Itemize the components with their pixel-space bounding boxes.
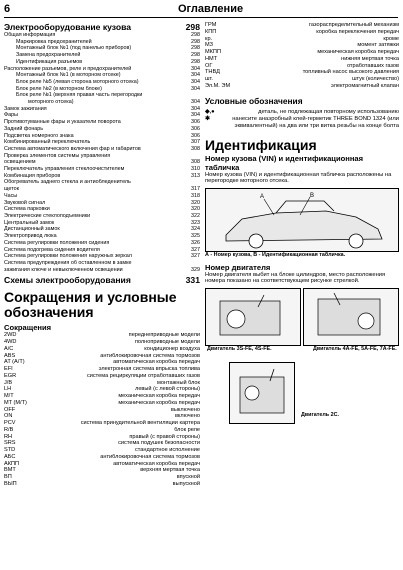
abbreviation-row	[4, 332, 200, 339]
abbreviation-meaning: правый (с правой стороны)	[129, 433, 200, 440]
abbreviation-key: КПП	[205, 28, 217, 35]
abbreviation-row	[4, 454, 200, 461]
legend-heading: Условные обозначения	[205, 95, 303, 106]
abbreviation-key: 4WD	[4, 339, 17, 346]
toc-entry	[4, 253, 200, 260]
toc-entry	[4, 72, 200, 79]
toc-entry-title: Система предупреждения об оставленном в замке	[4, 259, 132, 266]
toc-entry-page: 306	[191, 125, 200, 132]
abbreviation-key: 2WD	[4, 332, 17, 339]
toc-entry	[4, 233, 200, 240]
toc-entry-page: 298	[191, 58, 200, 65]
abbreviation-key: PCV	[4, 420, 16, 427]
abbreviation-meaning: антиблокировочная система тормозов	[100, 352, 200, 359]
toc-entry-title: Блок реле №5 (левая сторона моторного отсека)	[16, 78, 139, 85]
abbreviations-subheading: Сокращения	[4, 323, 52, 333]
toc-entry-page: 308	[191, 159, 200, 166]
toc-entry-title: Монтажный блок №1 (под панелью приборов)	[16, 45, 132, 52]
abbreviation-row	[4, 461, 200, 468]
toc-entry	[4, 119, 200, 126]
toc-entry-title: Обогреватель заднего стекла и антиобледенитель	[4, 179, 131, 186]
toc-entry-title: Система парковки	[4, 206, 50, 213]
toc-entry-page: 327	[191, 246, 200, 253]
toc-entry-page: 298	[191, 32, 200, 38]
abbreviation-row	[205, 49, 399, 56]
toc-entry-page: 324	[191, 226, 200, 233]
toc-entry	[4, 173, 200, 180]
abbreviation-key: НМТ	[205, 55, 218, 62]
abbreviation-meaning: блок реле	[174, 426, 200, 433]
toc-entry-page	[198, 153, 200, 160]
abbreviations-heading: Сокращения и условные обозначения	[4, 289, 177, 321]
toc-entry-page: 304	[191, 85, 200, 92]
toc-entry-page: 322	[191, 212, 200, 219]
toc-entry-page: 317	[191, 186, 200, 193]
abbreviation-row	[4, 393, 200, 400]
toc-entry	[4, 153, 200, 160]
abbreviation-meaning: нижняя мертвая точка	[341, 55, 399, 62]
abbreviation-key: МЗ	[205, 42, 214, 49]
abbreviation-meaning: переднеприводные модели	[128, 332, 200, 339]
abbreviation-key: ОГ	[205, 62, 213, 69]
engine-text: Номер двигателя выбит на блоке цилиндров, место расположения номера показано на соответствующем рисунке стрелкой.	[205, 271, 386, 285]
toc-entry-title: Замок зажигания	[4, 105, 47, 112]
abbreviation-key: M/T	[4, 393, 14, 400]
abbreviation-key: EGR	[4, 372, 17, 379]
abbreviation-meaning: механическая коробка передач	[317, 49, 399, 55]
abbreviation-row	[4, 413, 200, 420]
abbreviation-row	[4, 346, 200, 353]
toc-entry-title: Звуковой сигнал	[4, 199, 46, 206]
toc-entry-title: Дистанционный замок	[4, 226, 60, 233]
toc-entry-title: Фары	[4, 112, 18, 119]
toc-entry-title: Блок реле №1 (верхняя правая часть перегородки	[16, 92, 143, 99]
abbreviation-meaning: механическая коробка передач	[118, 399, 200, 406]
toc-entry-title: Подсветка номерного знака	[4, 132, 74, 139]
legend-symbol: ✱	[205, 115, 210, 122]
toc-entry	[4, 146, 200, 153]
abbreviation-meaning: отработавших газов	[346, 62, 399, 69]
engine-figures	[205, 288, 399, 434]
toc-entry	[4, 32, 200, 39]
abbreviation-key: ABS	[4, 352, 16, 359]
toc-entry-page: 318	[191, 192, 200, 199]
toc-entry	[4, 240, 200, 247]
toc-entry-page: 304	[191, 78, 200, 85]
toc-entry-title: Комбинация приборов	[4, 172, 61, 179]
toc-entry-title: Общая информация	[4, 32, 56, 38]
toc-entry-page: 306	[191, 119, 200, 126]
abbreviation-key: SRS	[4, 440, 16, 447]
toc-entry-title: Противотуманные фары и указатели поворота	[4, 119, 121, 126]
toc-entry-page: 320	[191, 206, 200, 213]
abbreviation-meaning: антиблокировочная система тормозов	[100, 453, 200, 460]
abbreviation-meaning: выпускной	[172, 480, 200, 487]
toc-entry-page: 307	[191, 139, 200, 146]
toc-entry-page: 329	[191, 266, 200, 273]
abbreviation-key: кр.	[205, 35, 213, 42]
car-illustration	[206, 189, 398, 251]
abbreviation-meaning: верхняя мертвая точка	[140, 467, 200, 474]
abbreviation-meaning: электронная система впрыска топлива	[98, 366, 200, 373]
vin-caption: А - Номер кузова, В - Идентификационная табличка.	[205, 252, 346, 259]
toc-entry-title: Замена предохранителей	[16, 52, 81, 59]
toc-entry-page: 304	[191, 105, 200, 112]
abbreviation-meaning: система принудительной вентиляции картера	[80, 420, 200, 427]
abbreviation-key: J/B	[4, 379, 13, 386]
right-column	[205, 22, 399, 434]
engine-caption-1: Двигатель 3S-FE, 4S-FE.	[207, 346, 272, 353]
table-of-contents	[4, 32, 200, 273]
abbreviation-meaning: кондиционер воздуха	[144, 345, 200, 352]
label-b: B	[310, 193, 315, 200]
abbreviation-meaning: механическая коробка передач	[118, 393, 200, 400]
abbreviation-row	[4, 481, 200, 488]
toc-entry-title: Система регулировки положения наружных зеркал	[4, 253, 132, 260]
toc-entry-title: Маркировка предохранителей	[16, 38, 92, 45]
toc-entry-title: Система автоматического включения фар и габаритов	[4, 145, 141, 152]
abbreviation-meaning: штук (количество)	[352, 76, 399, 82]
toc-entry	[4, 186, 200, 193]
toc-entry-page: 298	[191, 45, 200, 52]
abbreviation-key: МКПП	[205, 49, 221, 55]
abbreviation-row	[205, 42, 399, 49]
toc-entry	[4, 79, 200, 86]
legend-meaning: нанесите анаэробный клей-герметик THREE BOND 1324 (или эквивалентный) на два или три витка резьбы на конце болта	[232, 115, 399, 129]
abbreviation-row	[205, 29, 399, 36]
abbreviation-meaning: включено	[174, 413, 200, 420]
abbreviation-row	[4, 420, 200, 427]
toc-entry-page: 320	[191, 199, 200, 206]
abbreviation-meaning: электромагнитный клапан	[330, 82, 399, 89]
electric-section-heading: Электрооборудование кузова 298	[4, 22, 200, 32]
abbreviation-key: AT (A/T)	[4, 359, 25, 366]
toc-entry-title: Монтажный блок №1 (в моторном отсеке)	[16, 72, 121, 79]
toc-entry-page: 326	[191, 239, 200, 246]
toc-entry	[4, 99, 200, 106]
schemes-section-heading: Схемы электрооборудования 331	[4, 275, 200, 286]
abbreviation-row	[4, 440, 200, 447]
toc-entry-title: Блок реле №2 (в моторном блоке)	[16, 85, 102, 92]
abbreviation-row	[205, 36, 399, 43]
abbreviation-row	[4, 434, 200, 441]
abbreviation-meaning: впускной	[176, 474, 200, 481]
toc-entry	[4, 39, 200, 46]
toc-entry-page: 313	[191, 172, 200, 179]
abbreviation-key: ГРМ	[205, 22, 217, 28]
abbreviation-row	[4, 359, 200, 366]
abbreviation-key: MT (M/T)	[4, 399, 27, 406]
toc-entry-title: Система подогрева сидения водителя	[4, 246, 100, 253]
page-title: Оглавление	[178, 3, 244, 15]
identification-heading: Идентификация	[205, 136, 317, 153]
toc-entry-title: освещением	[4, 159, 36, 166]
toc-entry	[4, 45, 200, 52]
engine-figure-1	[205, 288, 301, 346]
abbreviation-row	[4, 407, 200, 414]
toc-entry-title: моторного отсека)	[28, 99, 74, 106]
legend-row	[205, 109, 399, 116]
abbreviation-row	[205, 76, 399, 83]
engine-figure-2	[303, 288, 399, 346]
toc-entry	[4, 159, 200, 166]
abbreviation-row	[4, 427, 200, 434]
page-header	[4, 3, 398, 18]
abbreviation-row	[4, 474, 200, 481]
abbreviation-meaning: топливный насос высокого давления	[302, 69, 399, 76]
abbreviation-meaning: кроме	[383, 35, 399, 42]
toc-entry	[4, 206, 200, 213]
abbreviation-meaning: стандартное исполнение	[134, 447, 200, 454]
toc-entry	[4, 86, 200, 93]
toc-entry-page	[198, 179, 200, 186]
abbreviation-meaning: выключено	[170, 406, 200, 413]
toc-entry-title: зажигания ключе и невыключенном освещении	[4, 266, 123, 273]
abbreviation-row	[4, 400, 200, 407]
abbreviation-meaning: монтажный блок	[156, 379, 200, 386]
abbreviation-key: АКПП	[4, 460, 20, 467]
abbreviation-key: EFI	[4, 366, 13, 373]
toc-entry	[4, 126, 200, 133]
abbreviation-key: ВЫП	[4, 480, 17, 487]
toc-entry-title: Идентификация разъемов	[16, 58, 83, 65]
toc-entry-title: Часы	[4, 192, 18, 199]
toc-entry-title: Электрические стеклоподъемники	[4, 212, 91, 219]
toc-entry-page: 304	[191, 112, 200, 119]
toc-entry	[4, 247, 200, 254]
abbreviation-key: RH	[4, 433, 13, 440]
toc-entry-page: 306	[191, 132, 200, 139]
toc-entry	[4, 166, 200, 173]
abbreviation-key: Эл.М. ЭМ	[205, 82, 231, 89]
abbreviation-meaning: момент затяжки	[357, 42, 399, 49]
toc-entry-title: щеток	[4, 186, 19, 193]
toc-entry-title: Центральный замок	[4, 219, 55, 226]
abbreviation-meaning: коробка переключения передач	[316, 28, 399, 35]
legend-row	[205, 116, 399, 130]
page-number: 6	[4, 3, 11, 15]
abbreviation-key: ВМТ	[4, 467, 16, 474]
toc-entry	[4, 267, 200, 274]
toc-entry-title: Переключатель управления стеклоочистителем	[4, 166, 125, 173]
toc-entry-page: 308	[191, 145, 200, 152]
label-a: A	[260, 194, 265, 201]
engine-figure-3	[229, 362, 295, 424]
abbreviation-key: STD	[4, 447, 16, 454]
abbreviation-row	[4, 373, 200, 380]
toc-entry	[4, 220, 200, 227]
left-column	[4, 22, 200, 488]
abbreviation-meaning: автоматическая коробка передач	[113, 460, 200, 467]
abbreviation-row	[4, 386, 200, 393]
toc-entry-page: 310	[191, 166, 200, 173]
toc-entry	[4, 59, 200, 66]
legend-symbol: ◆,●	[205, 108, 215, 115]
vin-text: Номер кузова (VIN) и идентификационная табличка расположены на перегородке моторного отсека.	[205, 171, 392, 185]
abbreviation-key: R/B	[4, 426, 14, 433]
abbreviation-key: ТНВД	[205, 69, 220, 76]
toc-entry	[4, 179, 200, 186]
toc-entry-page: 298	[191, 52, 200, 59]
abbreviation-meaning: система рециркуляции отработавших газов	[86, 372, 200, 379]
abbreviations-list	[4, 332, 200, 487]
abbreviation-key: ON	[4, 413, 13, 420]
abbreviation-row	[205, 56, 399, 63]
toc-entry-title: Проверка элементов системы управления	[4, 152, 111, 159]
toc-entry	[4, 139, 200, 146]
toc-entry-title: Комбинированный переключатель	[4, 139, 91, 146]
abbreviation-key: шт.	[205, 76, 213, 82]
abbreviation-key: OFF	[4, 406, 16, 413]
toc-entry-page	[198, 92, 200, 99]
abbreviation-row	[4, 353, 200, 360]
toc-entry-page: 327	[191, 253, 200, 260]
abbreviation-meaning: система подушек безопасности	[118, 440, 200, 447]
toc-entry-page: 304	[191, 72, 200, 79]
toc-entry-page: 304	[191, 99, 200, 106]
toc-entry-title: Система регулировки положения сидения	[4, 239, 110, 246]
abbreviation-meaning: автоматическая коробка передач	[113, 359, 200, 366]
abbreviation-row	[4, 339, 200, 346]
toc-entry-title: Электропривод люка	[4, 233, 57, 240]
toc-entry	[4, 226, 200, 233]
engine-caption-2: Двигатель 4A-FE, 5A-FE, 7A-FE.	[313, 346, 397, 353]
abbreviation-row	[4, 366, 200, 373]
abbreviations-list-continued	[205, 22, 399, 90]
toc-entry	[4, 66, 200, 73]
engine-heading: Номер двигателя	[205, 262, 271, 272]
abbreviation-meaning: полноприводные модели	[134, 339, 200, 346]
abbreviation-key: АБС	[4, 453, 16, 460]
abbreviation-key: LH	[4, 386, 12, 393]
toc-entry-page: 298	[191, 38, 200, 45]
vin-heading: Номер кузова (VIN) и идентификационная табличка	[205, 153, 364, 172]
abbreviation-meaning: газораспределительный механизм	[309, 22, 399, 28]
abbreviation-key: A/C	[4, 345, 14, 352]
toc-entry-page: 304	[191, 65, 200, 72]
toc-entry	[4, 92, 200, 99]
abbreviation-key: ВП	[4, 474, 12, 481]
abbreviation-row	[205, 69, 399, 76]
toc-entry	[4, 52, 200, 59]
abbreviation-row	[205, 63, 399, 70]
abbreviation-row	[4, 447, 200, 454]
engine-caption-3: Двигатель 2C.	[301, 412, 339, 419]
toc-entry-title: Задний фонарь	[4, 125, 44, 132]
toc-entry	[4, 260, 200, 267]
toc-entry	[4, 200, 200, 207]
abbreviation-meaning: левый (с левой стороны)	[135, 386, 200, 393]
legend-list	[205, 109, 399, 130]
toc-entry	[4, 193, 200, 200]
abbreviation-row	[205, 83, 399, 90]
abbreviation-row	[4, 467, 200, 474]
toc-entry-page	[198, 260, 200, 267]
toc-entry	[4, 112, 200, 119]
toc-entry-title: Расположение разъемов, реле и предохранителей	[4, 65, 132, 72]
legend-meaning: деталь, не подлежащая повторному использованию	[258, 108, 399, 115]
toc-entry	[4, 133, 200, 140]
abbreviation-row	[4, 380, 200, 387]
abbreviation-row	[205, 22, 399, 29]
toc-entry-page: 325	[191, 233, 200, 240]
car-figure	[205, 188, 399, 252]
toc-entry	[4, 213, 200, 220]
toc-entry-page: 323	[191, 219, 200, 226]
toc-entry	[4, 106, 200, 113]
